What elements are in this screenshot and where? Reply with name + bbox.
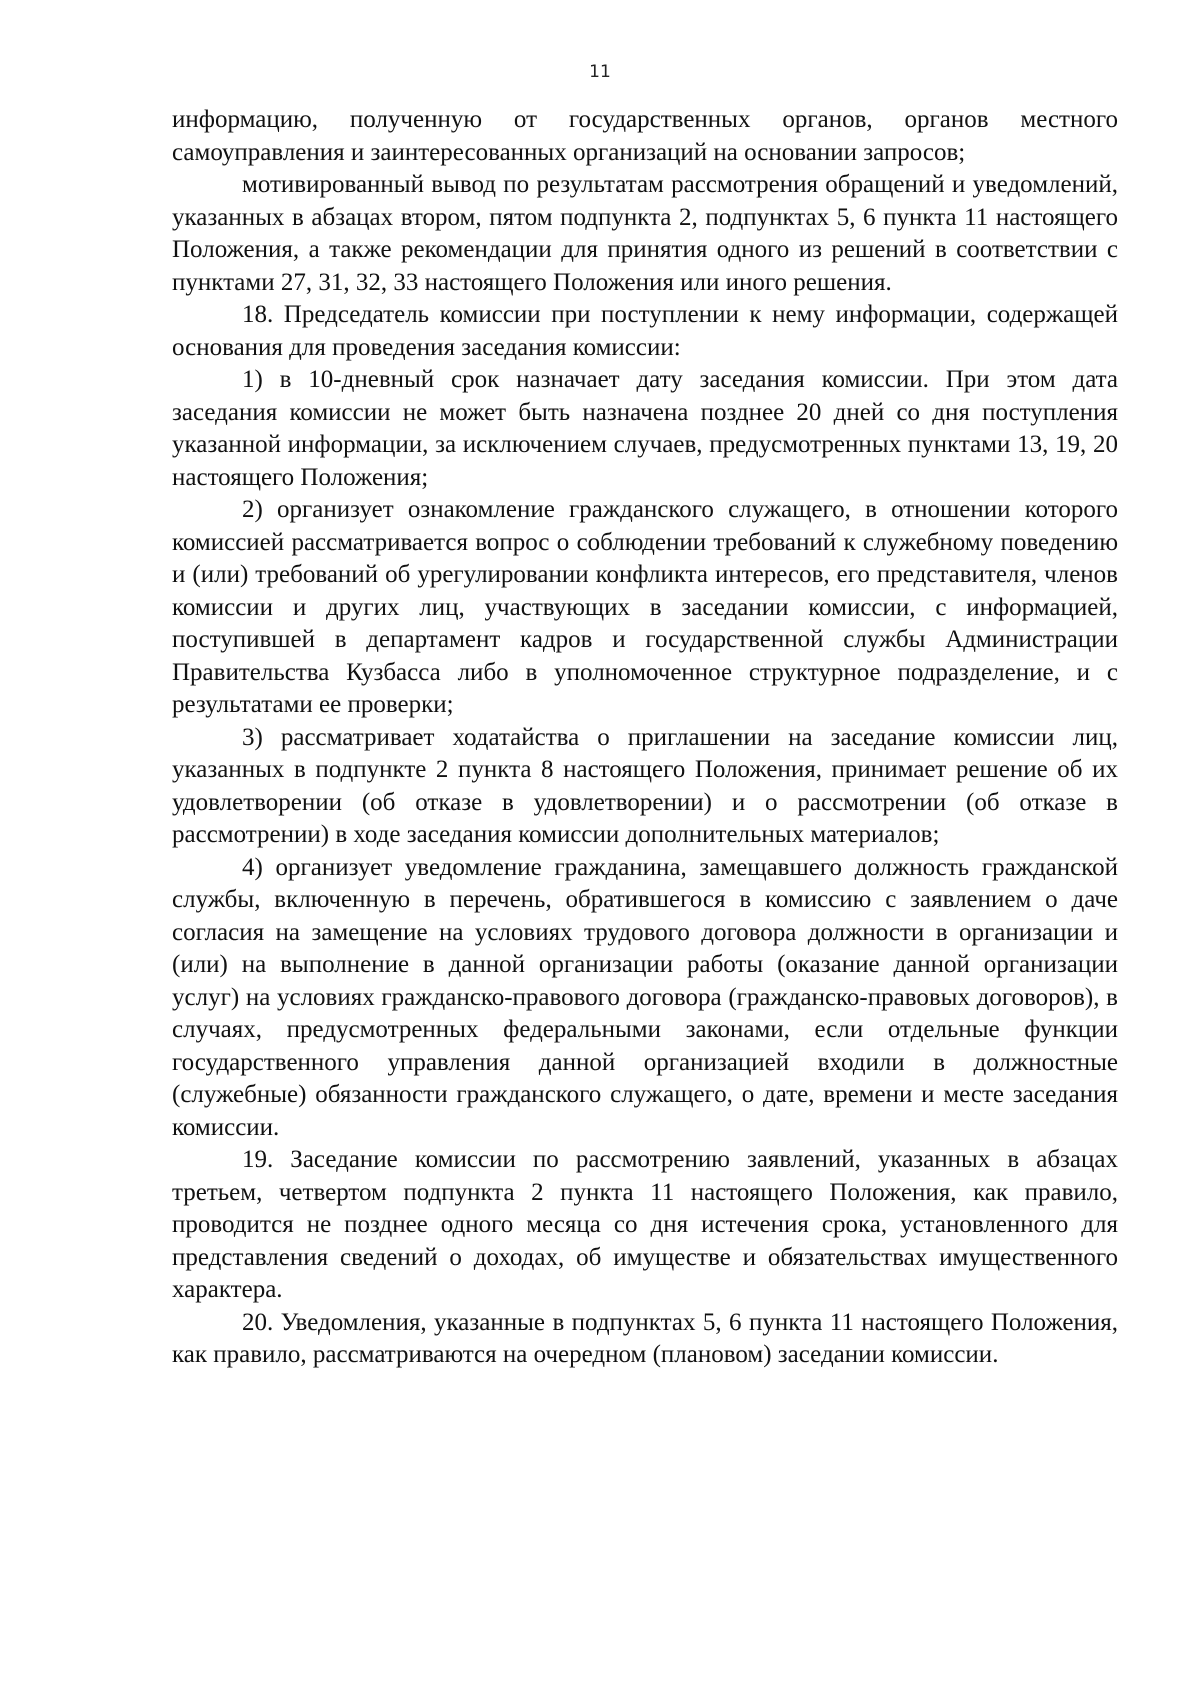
page-number: 11 [589,62,611,82]
paragraph-motivated-conclusion: мотивированный вывод по результатам рассмотрения обращений и уведомлений, указанных в абзацах втором, пятом подпункта 2, подпунктах 5, 6 пункта 11 настоящего Положения, а также рекомендации для принятия одного из решений в соответствии с пунктами 27, 31, 32, 33 настоящего Положения или иного решения. [172,171,1118,296]
paragraph-item-20: 20. Уведомления, указанные в подпунктах 5, 6 пункта 11 настоящего Положения, как правило, рассматриваются на очередном (плановом) заседании комиссии. [172,1308,1118,1368]
paragraph-information-sources: информацию, полученную от государственных органов, органов местного самоуправления и заинтересованных организаций на основании запросов; [172,106,1118,166]
paragraph-item-18-2: 2) организует ознакомление гражданского служащего, в отношении которого комиссией рассматривается вопрос о соблюдении требований к служебному поведению и (или) требований об урегулировании конфликта интересов, его представителя, членов комиссии и других лиц, участвующих в заседании комиссии, с информацией, поступившей в департамент кадров и государственной службы Администрации Правительства Кузбасса либо в уполномоченное структурное подразделение, и с результатами ее проверки; [172,496,1118,718]
paragraph-item-18-3: 3) рассматривает ходатайства о приглашении на заседание комиссии лиц, указанных в подпункте 2 пункта 8 настоящего Положения, принимает решение об их удовлетворении (об отказе в удовлетворении) и о рассмотрении (об отказе в рассмотрении) в ходе заседания комиссии дополнительных материалов; [172,723,1118,848]
document-body [172,104,1118,1372]
paragraph-item-18: 18. Председатель комиссии при поступлении к нему информации, содержащей основания для проведения заседания комиссии: [172,301,1118,361]
paragraph-item-18-1: 1) в 10-дневный срок назначает дату заседания комиссии. При этом дата заседания комиссии не может быть назначена позднее 20 дней со дня поступления указанной информации, за исключением случаев, предусмотренных пунктами 13, 19, 20 настоящего Положения; [172,366,1118,491]
paragraph-item-18-4: 4) организует уведомление гражданина, замещавшего должность гражданской службы, включенную в перечень, обратившегося в комиссию с заявлением о даче согласия на замещение на условиях трудового договора должности в организации и (или) на выполнение в данной организации работы (оказание данной организации услуг) на условиях гражданско-правового договора (гражданско-правовых договоров), в случаях, предусмотренных федеральными законами, если отдельные функции государственного управления данной организацией входили в должностные (служебные) обязанности гражданского служащего, о дате, времени и месте заседания комиссии. [172,853,1118,1141]
paragraph-item-19: 19. Заседание комиссии по рассмотрению заявлений, указанных в абзацах третьем, четвертом подпункта 2 пункта 11 настоящего Положения, как правило, проводится не позднее одного месяца со дня истечения срока, установленного для представления сведений о доходах, об имуществе и обязательствах имущественного характера. [172,1146,1118,1303]
